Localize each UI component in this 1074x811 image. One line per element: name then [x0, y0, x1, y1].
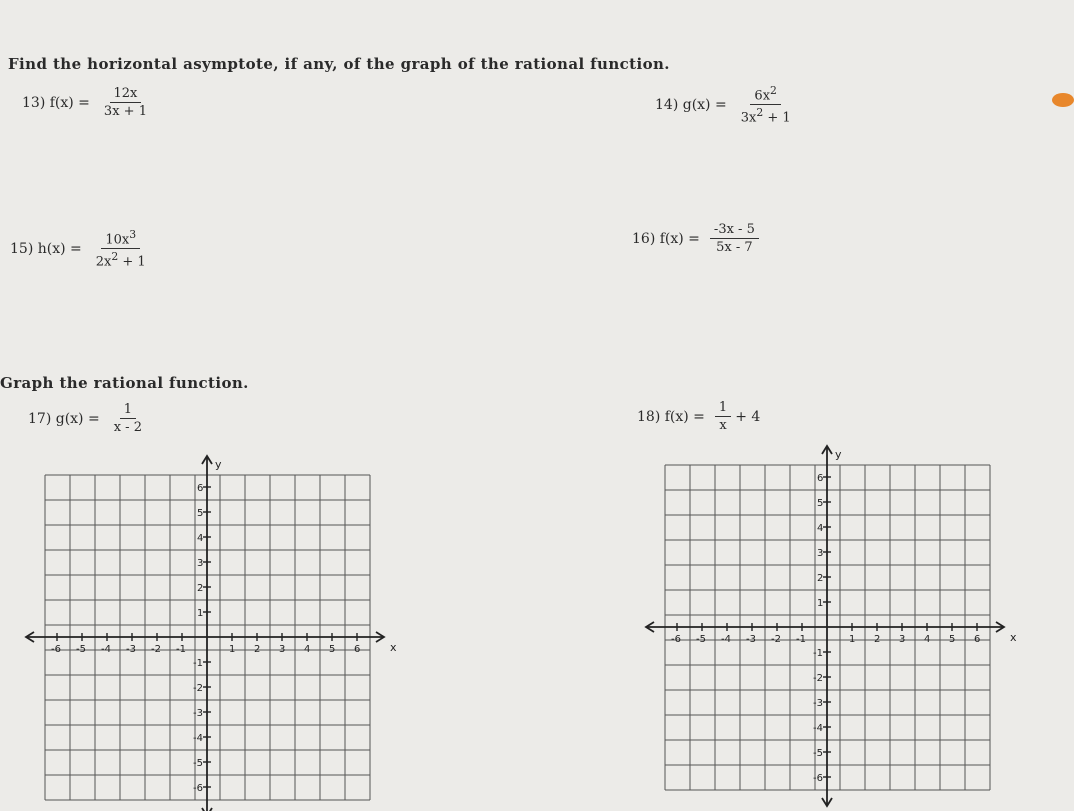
problem-15-denominator: $2x^2 + 1$: [95, 250, 146, 270]
x-tick-label: 5: [949, 634, 956, 645]
x-tick-label: 1: [229, 644, 236, 655]
problem-14-label: 14) g(x) =: [655, 96, 727, 113]
x-tick-label: -3: [126, 644, 136, 655]
x-tick-label: -4: [101, 644, 111, 655]
problem-15-label: 15) h(x) =: [10, 240, 82, 257]
y-tick-label: -1: [193, 658, 203, 669]
y-tick-label: 1: [197, 608, 204, 619]
problem-18: [637, 400, 760, 433]
problem-18-label: 18) f(x) =: [637, 408, 705, 425]
problem-17: [28, 402, 146, 435]
problem-16-denominator: 5x - 7: [716, 240, 753, 255]
x-tick-label: -5: [76, 644, 86, 655]
y-tick-label: -4: [193, 733, 203, 744]
x-tick-label: 5: [329, 644, 336, 655]
y-tick-labels: [193, 483, 211, 794]
x-tick-label: -2: [151, 644, 161, 655]
y-tick-label: -6: [193, 783, 203, 794]
y-tick-label: 6: [197, 483, 204, 494]
x-tick-label: -6: [51, 644, 61, 655]
y-axis-label: y: [215, 458, 222, 471]
x-tick-label: 6: [974, 634, 981, 645]
x-tick-label: -5: [696, 634, 706, 645]
problem-17-denominator: x - 2: [113, 420, 142, 435]
y-tick-label: 4: [197, 533, 204, 544]
problem-16: [632, 222, 759, 255]
x-tick-label: -6: [671, 634, 681, 645]
coordinate-grid-right[interactable]: [640, 440, 1017, 795]
problem-17-label: 17) g(x) =: [28, 410, 100, 427]
x-tick-label: -4: [721, 634, 731, 645]
x-tick-label: 3: [279, 644, 286, 655]
x-tick-label: -3: [746, 634, 756, 645]
y-tick-label: -4: [813, 723, 823, 734]
y-tick-label: 2: [817, 573, 824, 584]
x-tick-label: 2: [254, 644, 261, 655]
y-tick-label: -3: [193, 708, 203, 719]
problem-15-numerator: $10x^3$: [101, 228, 140, 249]
y-tick-labels: [813, 473, 831, 784]
problem-14-numerator: $6x^2$: [750, 84, 781, 105]
problem-18-numerator: 1: [715, 400, 731, 417]
y-tick-label: -2: [193, 683, 203, 694]
coordinate-grid-left[interactable]: [20, 450, 397, 805]
y-tick-label: -6: [813, 773, 823, 784]
problem-13-label: 13) f(x) =: [22, 94, 90, 111]
problem-13-numerator: 12x: [110, 86, 142, 103]
problem-18-tail: + 4: [735, 408, 761, 425]
y-tick-label: 6: [817, 473, 824, 484]
y-tick-label: 4: [817, 523, 824, 534]
problem-14-denominator: $3x^2 + 1$: [740, 106, 791, 126]
problem-17-numerator: 1: [120, 402, 136, 419]
x-tick-label: 2: [874, 634, 881, 645]
y-tick-label: 5: [817, 498, 824, 509]
y-tick-label: -2: [813, 673, 823, 684]
y-tick-label: -5: [193, 758, 203, 769]
x-tick-label: 1: [849, 634, 856, 645]
y-axis-label: y: [835, 448, 842, 461]
x-tick-label: 3: [899, 634, 906, 645]
graph-instructions: Graph the rational function.: [0, 374, 249, 392]
problem-16-numerator: -3x - 5: [710, 222, 759, 239]
y-tick-label: 1: [817, 598, 824, 609]
problem-13-denominator: 3x + 1: [103, 104, 147, 119]
x-tick-label: -1: [796, 634, 806, 645]
x-axis-label: x: [1010, 631, 1017, 644]
problem-18-denominator: x: [719, 418, 727, 433]
x-tick-label: -1: [176, 644, 186, 655]
problem-14: [655, 84, 795, 126]
y-tick-label: 5: [197, 508, 204, 519]
asymptote-instructions: Find the horizontal asymptote, if any, of the graph of the rational function.: [8, 55, 670, 73]
y-tick-label: -5: [813, 748, 823, 759]
x-axis-label: x: [390, 641, 397, 654]
y-tick-label: -3: [813, 698, 823, 709]
x-tick-label: -2: [771, 634, 781, 645]
y-tick-label: 3: [197, 558, 204, 569]
orange-smudge: [1052, 93, 1074, 107]
problem-16-label: 16) f(x) =: [632, 230, 700, 247]
y-tick-label: 3: [817, 548, 824, 559]
y-tick-label: -1: [813, 648, 823, 659]
x-tick-label: 4: [924, 634, 931, 645]
x-tick-label: 6: [354, 644, 361, 655]
x-tick-label: 4: [304, 644, 311, 655]
axes: [26, 456, 384, 811]
problem-13: [22, 86, 151, 119]
problem-15: [10, 228, 150, 270]
y-tick-label: 2: [197, 583, 204, 594]
